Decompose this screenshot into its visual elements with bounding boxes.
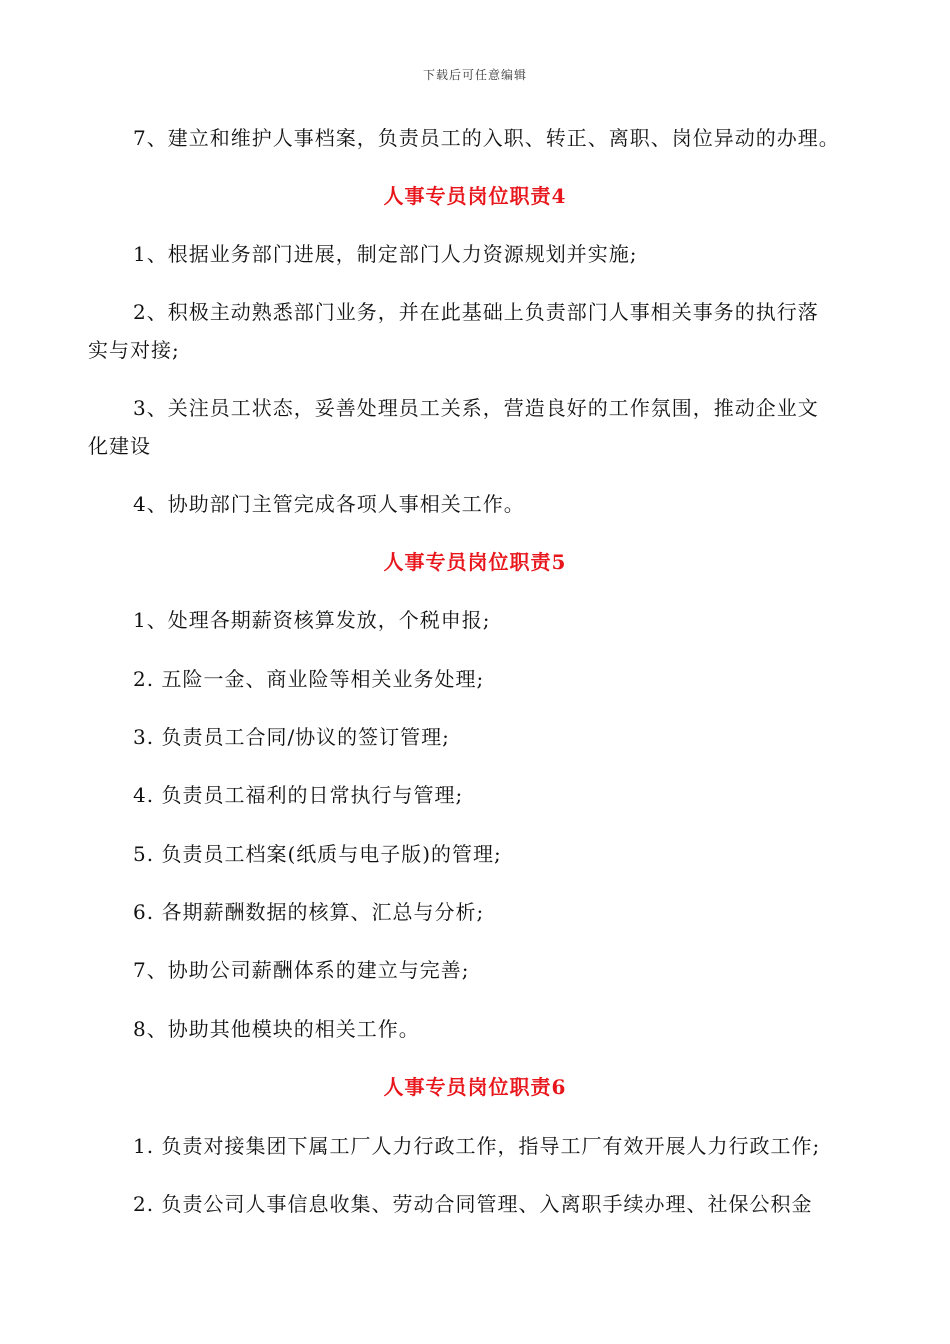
duty-item-continuation: 化建设 bbox=[88, 434, 151, 458]
header-note: 下载后可任意编辑 bbox=[422, 68, 527, 82]
duty-item: 3. 负责员工合同/协议的签订管理; bbox=[133, 725, 450, 749]
section-heading-6: 人事专员岗位职责6 bbox=[383, 1075, 567, 1099]
duty-item: 2、积极主动熟悉部门业务，并在此基础上负责部门人事相关事务的执行落 bbox=[133, 300, 819, 324]
section-heading-5: 人事专员岗位职责5 bbox=[383, 550, 567, 574]
duty-item: 1、处理各期薪资核算发放，个税申报; bbox=[133, 608, 491, 632]
duty-item: 1、根据业务部门进展，制定部门人力资源规划并实施; bbox=[133, 242, 638, 266]
duty-item: 4. 负责员工福利的日常执行与管理; bbox=[133, 783, 464, 807]
section-heading-4: 人事专员岗位职责4 bbox=[383, 184, 567, 208]
duty-item-continuation: 实与对接; bbox=[88, 338, 180, 362]
duty-item: 8、协助其他模块的相关工作。 bbox=[133, 1017, 420, 1041]
duty-item: 5. 负责员工档案(纸质与电子版)的管理; bbox=[133, 842, 502, 866]
duty-item: 2. 五险一金、商业险等相关业务处理; bbox=[133, 667, 485, 691]
duty-item: 7、协助公司薪酬体系的建立与完善; bbox=[133, 958, 470, 982]
duty-item: 4、协助部门主管完成各项人事相关工作。 bbox=[133, 492, 525, 516]
duty-item: 7、建立和维护人事档案，负责员工的入职、转正、离职、岗位异动的办理。 bbox=[133, 126, 840, 150]
duty-item: 1. 负责对接集团下属工厂人力行政工作，指导工厂有效开展人力行政工作; bbox=[133, 1134, 821, 1158]
duty-item: 2. 负责公司人事信息收集、劳动合同管理、入离职手续办理、社保公积金 bbox=[133, 1192, 813, 1216]
duty-item: 6. 各期薪酬数据的核算、汇总与分析; bbox=[133, 900, 485, 924]
duty-item: 3、关注员工状态，妥善处理员工关系，营造良好的工作氛围，推动企业文 bbox=[133, 396, 819, 420]
